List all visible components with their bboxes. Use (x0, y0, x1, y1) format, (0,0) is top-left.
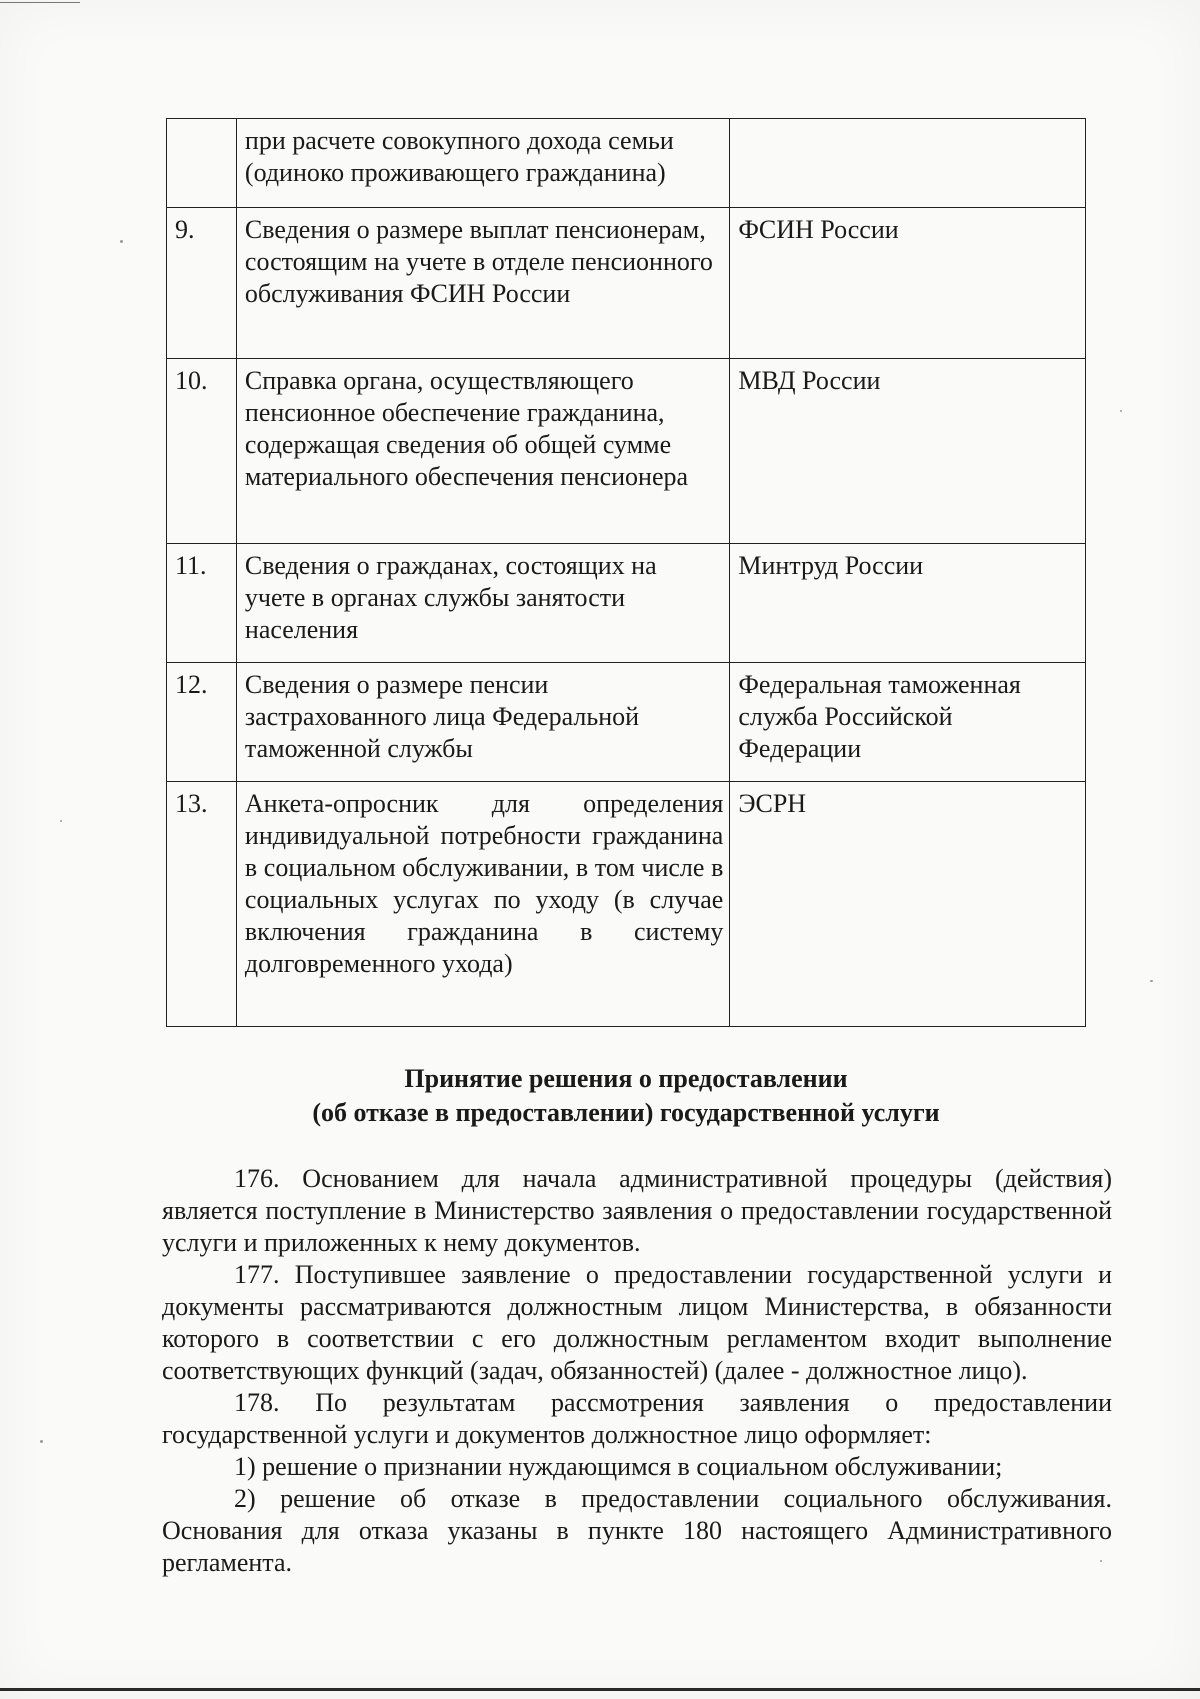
document-name: Сведения о гражданах, состоящих на учете в органах службы занятости населения (236, 544, 729, 663)
document-source: ФСИН России (730, 208, 1086, 359)
paragraph-177: 177. Поступившее заявление о предоставлении государственной услуги и документы рассматриваются должностным лицом Министерства, в обязанности которого в соответствии с его должностным регламентом входит выполнение соответствующих функций (задач, обязанностей) (далее - должностное лицо). (162, 1260, 1112, 1385)
paragraph-178: 178. По результатам рассмотрения заявления о предоставлении государственной услуги и документов должностное лицо оформляет: (162, 1388, 1112, 1449)
row-number: 11. (167, 544, 237, 663)
document-source: ЭСРН (730, 782, 1086, 1027)
document-name: Справка органа, осуществляющего пенсионное обеспечение гражданина, содержащая сведения об общей сумме материального обеспечения пенсионера (236, 359, 729, 544)
document-name: Сведения о размере пенсии застрахованного лица Федеральной таможенной службы (236, 663, 729, 782)
document-name: Сведения о размере выплат пенсионерам, состоящим на учете в отделе пенсионного обслуживания ФСИН России (236, 208, 729, 359)
row-number: 9. (167, 208, 237, 359)
documents-table (166, 118, 1086, 1027)
document-source: Федеральная таможенная служба Российской Федерации (730, 663, 1086, 782)
section-heading-line2: (об отказе в предоставлении) государственной услуги (312, 1098, 940, 1127)
row-number (167, 119, 237, 208)
table-row (167, 359, 1086, 544)
document-source: Минтруд России (730, 544, 1086, 663)
scan-speck (60, 820, 62, 822)
table-row (167, 208, 1086, 359)
section-heading-line1: Принятие решения о предоставлении (404, 1064, 848, 1093)
section-body (162, 1163, 1112, 1579)
document-name: Анкета-опросник для определения индивидуальной потребности гражданина в социальном обслуживании, в том числе в социальных услугах по уходу (в случае включения гражданина в систему долговременного ухода) (236, 782, 729, 1027)
list-item-2: 2) решение об отказе в предоставлении социального обслуживания. Основания для отказа указаны в пункте 180 настоящего Административного регламента. (162, 1484, 1112, 1577)
section-heading (166, 1062, 1086, 1130)
scan-speck (1150, 980, 1153, 982)
document-source (730, 119, 1086, 208)
list-item-1: 1) решение о признании нуждающимся в социальном обслуживании; (234, 1452, 1003, 1481)
row-number: 10. (167, 359, 237, 544)
paragraph-176: 176. Основанием для начала административной процедуры (действия) является поступление в Министерство заявления о предоставлении государственной услуги и приложенных к нему документов. (162, 1164, 1112, 1257)
table-row (167, 119, 1086, 208)
document-name: при расчете совокупного дохода семьи (одиноко проживающего гражданина) (236, 119, 729, 208)
scan-speck (1120, 410, 1122, 412)
table-row (167, 782, 1086, 1027)
table-row (167, 544, 1086, 663)
document-source: МВД России (730, 359, 1086, 544)
scan-speck (120, 240, 123, 243)
scan-speck (40, 1440, 43, 1443)
row-number: 13. (167, 782, 237, 1027)
row-number: 12. (167, 663, 237, 782)
scan-bottom-edge (0, 1688, 1200, 1691)
scan-edge-mark (0, 2, 80, 3)
table-row (167, 663, 1086, 782)
